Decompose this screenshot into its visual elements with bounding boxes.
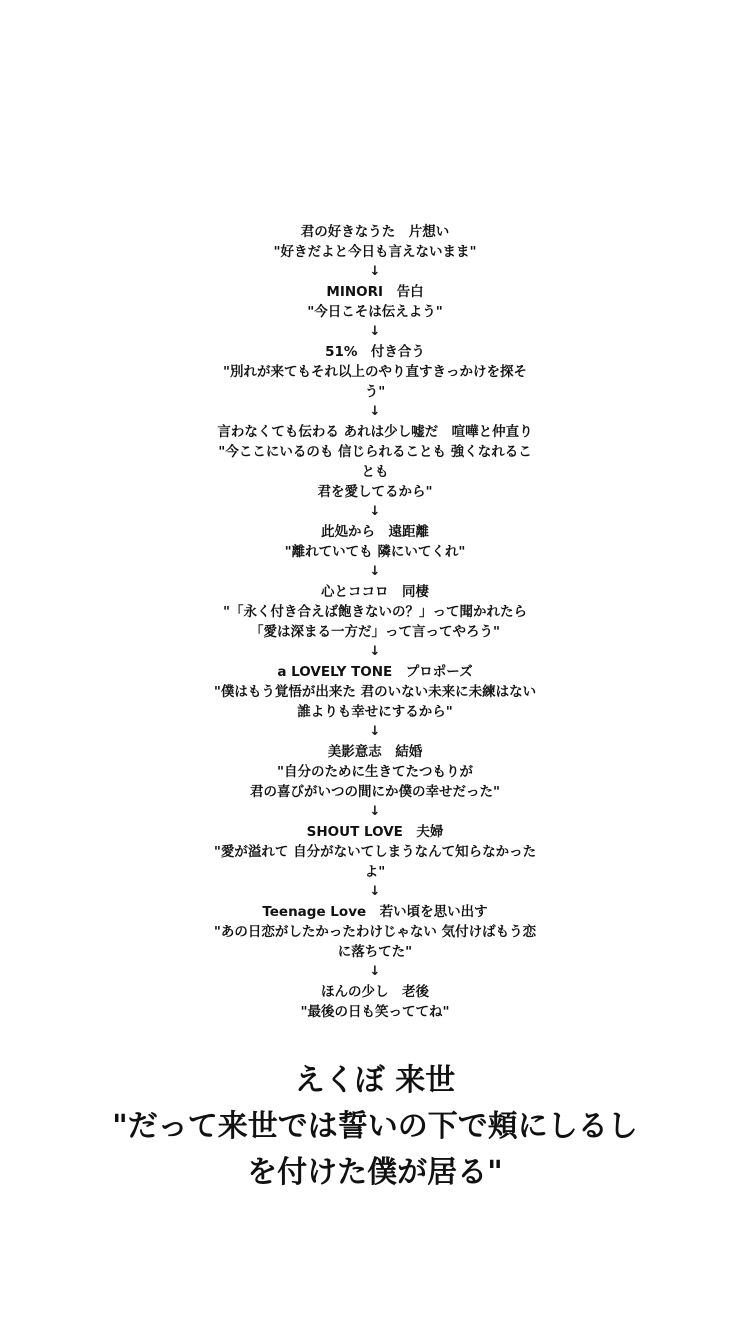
song-title: MINORI 告白 xyxy=(326,284,424,300)
song-title: a LOVELY TONE プロポーズ xyxy=(277,664,473,680)
song-title: SHOUT LOVE 夫婦 xyxy=(306,824,444,840)
lyric-line: "今ここにいるのも 信じられることも 強くなれるこ xyxy=(218,444,532,460)
down-arrow-icon: ↓ xyxy=(369,504,381,519)
lyric-line: 誰よりも幸せにするから" xyxy=(297,704,453,720)
song-title: ほんの少し 老後 xyxy=(321,984,429,1000)
down-arrow-icon: ↓ xyxy=(369,964,381,979)
song-title: 心とココロ 同棲 xyxy=(321,584,429,600)
lyric-line: "僕はもう覚悟が出来た 君のいない未来に未練はない xyxy=(213,684,537,700)
song-title: 君の好きなうた 片想い xyxy=(300,224,450,240)
down-arrow-icon: ↓ xyxy=(369,324,381,339)
finale-block xyxy=(60,1058,690,1196)
stage xyxy=(185,582,565,642)
stage xyxy=(185,422,565,502)
stage xyxy=(185,822,565,882)
lyric-line: "好きだよと今日も言えないまま" xyxy=(273,244,477,260)
down-arrow-icon: ↓ xyxy=(369,564,381,579)
lyric-line: よ" xyxy=(364,864,386,880)
down-arrow-icon: ↓ xyxy=(369,724,381,739)
song-title: Teenage Love 若い頃を思い出す xyxy=(262,904,488,920)
lyric-line: "自分のために生きてたつもりが xyxy=(276,764,474,780)
finale-lyric-line: "だって来世では誓いの下で頬にしるし xyxy=(112,1109,638,1144)
lyric-line: "離れていても 隣にいてくれ" xyxy=(284,544,466,560)
stage xyxy=(185,742,565,802)
down-arrow-icon: ↓ xyxy=(369,644,381,659)
finale-lyric-line: を付けた僕が居る" xyxy=(247,1155,503,1190)
lyric-line: に落ちてた" xyxy=(337,944,413,960)
song-title: 美影意志 結婚 xyxy=(327,744,423,760)
down-arrow-icon: ↓ xyxy=(369,264,381,279)
stage xyxy=(185,342,565,402)
stage xyxy=(185,282,565,322)
lyric-line: "別れが来てもそれ以上のやり直すきっかけを探そ xyxy=(222,364,528,380)
song-title: 言わなくても伝わる あれは少し嘘だ 喧嘩と仲直り xyxy=(217,424,533,440)
stage xyxy=(185,982,565,1022)
lyric-line: "最後の日も笑っててね" xyxy=(300,1004,450,1020)
lyric-line: "「永く付き合えば飽きないの？」って聞かれたら xyxy=(222,604,528,620)
song-title: 51% 付き合う xyxy=(325,344,425,360)
lyric-line: "あの日恋がしたかったわけじゃない 気付けばもう恋 xyxy=(213,924,537,940)
down-arrow-icon: ↓ xyxy=(369,884,381,899)
stage xyxy=(185,222,565,262)
lyric-line: "愛が溢れて 自分がないてしまうなんて知らなかった xyxy=(213,844,537,860)
down-arrow-icon: ↓ xyxy=(369,404,381,419)
stage xyxy=(185,662,565,722)
lyric-line: "今日こそは伝えよう" xyxy=(307,304,443,320)
lyric-line: 「愛は深まる一方だ」って言ってやろう" xyxy=(249,624,501,640)
lyric-line: 君の喜びがいつの間にか僕の幸せだった" xyxy=(249,784,501,800)
lyric-line: 君を愛してるから" xyxy=(317,484,433,500)
finale-song-title: えくぼ 来世 xyxy=(294,1063,456,1098)
stage xyxy=(185,522,565,562)
stage xyxy=(185,902,565,962)
song-title: 此処から 遠距離 xyxy=(321,524,429,540)
lyric-line: とも xyxy=(361,464,389,480)
down-arrow-icon: ↓ xyxy=(369,804,381,819)
song-timeline xyxy=(185,222,565,1022)
lyric-line: う" xyxy=(364,384,386,400)
